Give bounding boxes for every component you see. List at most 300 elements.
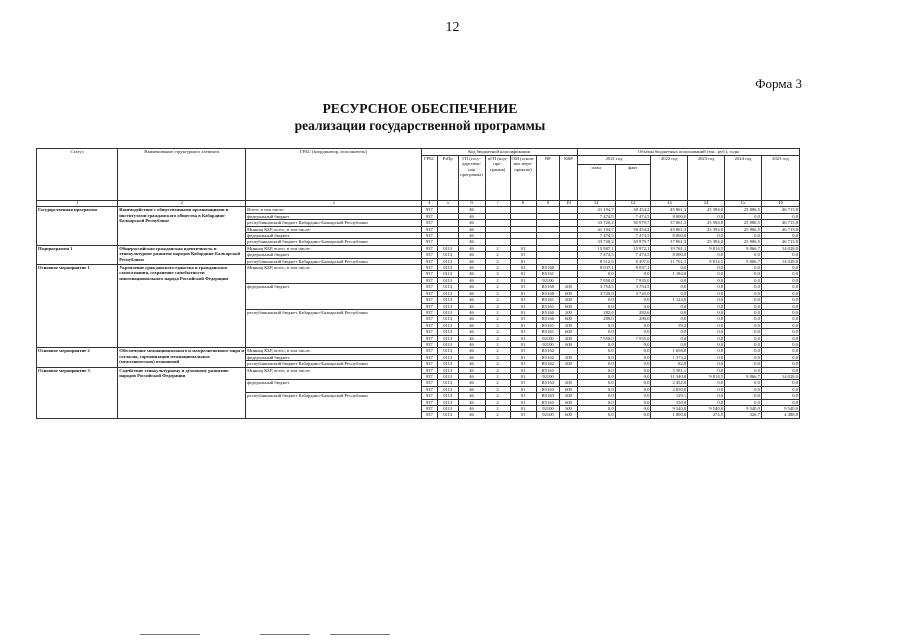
code-cell: 0113 bbox=[437, 258, 458, 264]
amount-cell: 2 850,0 bbox=[651, 386, 688, 392]
status-cell: Основное мероприятие 3 bbox=[37, 367, 118, 418]
code-cell: 600 bbox=[560, 316, 577, 322]
amount-cell: 7 935,0 bbox=[615, 277, 651, 283]
amount-cell: 0,0 bbox=[761, 335, 799, 341]
amount-cell: 0,0 bbox=[651, 277, 688, 283]
code-cell: 46 bbox=[458, 386, 485, 392]
amount-cell: 0,0 bbox=[688, 284, 725, 290]
code-cell: 0113 bbox=[437, 309, 458, 315]
table-body bbox=[37, 207, 800, 418]
amount-cell: 37 861,3 bbox=[651, 220, 688, 226]
amount-cell: 0,0 bbox=[761, 341, 799, 347]
amount-cell: 0,0 bbox=[725, 380, 762, 386]
grbs-cell: федеральный бюджет bbox=[246, 213, 422, 219]
amount-cell: 0,0 bbox=[615, 393, 651, 399]
amount-cell: 0,0 bbox=[651, 335, 688, 341]
status-cell: Основное мероприятие 2 bbox=[37, 348, 118, 367]
code-cell: 46 bbox=[458, 213, 485, 219]
amount-cell: 25 806,5 bbox=[725, 220, 762, 226]
code-cell: 937 bbox=[421, 265, 437, 271]
amount-cell: 0,0 bbox=[688, 341, 725, 347]
code-cell: 200 bbox=[560, 309, 577, 315]
code-cell: 600 bbox=[560, 290, 577, 296]
amount-cell: 14 028,0 bbox=[761, 258, 799, 264]
amount-cell: 9 866,7 bbox=[725, 245, 762, 251]
amount-cell: 0,0 bbox=[761, 367, 799, 373]
code-cell: 937 bbox=[421, 297, 437, 303]
code-cell: 937 bbox=[421, 406, 437, 412]
amount-cell: 14 028,0 bbox=[761, 373, 799, 379]
code-cell: 2 bbox=[485, 367, 510, 373]
code-cell: 2 bbox=[485, 335, 510, 341]
amount-cell: 0,0 bbox=[725, 271, 762, 277]
code-cell: 0113 bbox=[437, 265, 458, 271]
amount-cell: 9 866,7 bbox=[725, 258, 762, 264]
amount-cell: 0,0 bbox=[725, 252, 762, 258]
amount-cell: 0,0 bbox=[577, 399, 615, 405]
code-cell: 300 bbox=[560, 406, 577, 412]
code-cell: 01 bbox=[510, 335, 536, 341]
code-cell: 0113 bbox=[437, 373, 458, 379]
amount-cell: 0,0 bbox=[761, 361, 799, 367]
code-cell: 46 bbox=[458, 303, 485, 309]
amount-cell: 0,0 bbox=[615, 380, 651, 386]
code-cell: 937 bbox=[421, 239, 437, 245]
amount-cell: 0,0 bbox=[761, 290, 799, 296]
code-cell: 46 bbox=[458, 220, 485, 226]
code-cell: R5163 bbox=[536, 380, 560, 386]
code-cell: 2 bbox=[485, 290, 510, 296]
code-cell: 46 bbox=[458, 341, 485, 347]
amount-cell: 0,0 bbox=[725, 341, 762, 347]
amount-cell: 8 497,6 bbox=[615, 258, 651, 264]
code-cell: R5161 bbox=[536, 322, 560, 328]
code-cell: 01 bbox=[510, 245, 536, 251]
code-cell: 0113 bbox=[437, 399, 458, 405]
amount-cell: 0,0 bbox=[761, 303, 799, 309]
column-number: 12 bbox=[615, 201, 651, 207]
amount-cell: 25 806,5 bbox=[725, 226, 762, 232]
code-cell: R5162 bbox=[536, 348, 560, 354]
status-cell: Государственная программа bbox=[37, 207, 118, 245]
column-number: 14 bbox=[688, 201, 725, 207]
header-plan: план bbox=[577, 165, 615, 201]
column-number: 13 bbox=[651, 201, 688, 207]
amount-cell: 0,0 bbox=[651, 265, 688, 271]
code-cell: 200 bbox=[560, 361, 577, 367]
code-cell: 937 bbox=[421, 290, 437, 296]
status-cell: Основное мероприятие 1 bbox=[37, 265, 118, 348]
code-cell: 2 bbox=[485, 297, 510, 303]
status-cell: Подпрограмма 1 bbox=[37, 245, 118, 264]
amount-cell: 0,0 bbox=[761, 277, 799, 283]
grbs-cell: республиканский бюджет Кабардино-Балкарской Республики bbox=[246, 239, 422, 245]
amount-cell: 0,0 bbox=[615, 322, 651, 328]
element-name-cell: Обеспечение межнационального и межрелигиозного мира и согласия, гармонизация межнациональных (межэтнических) отношений bbox=[118, 348, 246, 367]
amount-cell: 0,0 bbox=[688, 316, 725, 322]
amount-cell: 38 454,2 bbox=[615, 226, 651, 232]
amount-cell: 46 713,8 bbox=[761, 207, 799, 213]
header-kbk: Код бюджетной классификации bbox=[421, 149, 577, 156]
amount-cell: 1 656,0 bbox=[651, 348, 688, 354]
code-cell: 01 bbox=[510, 316, 536, 322]
code-cell: R5160 bbox=[536, 290, 560, 296]
amount-cell: 1 800,0 bbox=[651, 412, 688, 418]
amount-cell: 0,0 bbox=[688, 290, 725, 296]
code-cell: 2 bbox=[485, 303, 510, 309]
amount-cell: 0,0 bbox=[761, 322, 799, 328]
amount-cell: 0,0 bbox=[577, 354, 615, 360]
amount-cell: 0,0 bbox=[688, 380, 725, 386]
code-cell: 01 bbox=[510, 271, 536, 277]
element-name-cell: Общероссийская гражданская идентичность и этнокультурное развитие народов Кабардино-Балкарской Республики bbox=[118, 245, 246, 264]
header-grbs-code: ГРБС bbox=[421, 156, 437, 201]
code-cell: 937 bbox=[421, 373, 437, 379]
code-cell: 01 bbox=[510, 277, 536, 283]
amount-cell: 8 512,6 bbox=[577, 258, 615, 264]
amount-cell: 0,0 bbox=[577, 361, 615, 367]
code-cell: 937 bbox=[421, 335, 437, 341]
code-cell: 46 bbox=[458, 380, 485, 386]
amount-cell: 0,0 bbox=[761, 354, 799, 360]
amount-cell: 41 194,7 bbox=[577, 207, 615, 213]
code-cell: 46 bbox=[458, 367, 485, 373]
amount-cell: 0,0 bbox=[615, 303, 651, 309]
amount-cell: 0,0 bbox=[688, 213, 725, 219]
code-cell: 937 bbox=[421, 277, 437, 283]
amount-cell: 0,0 bbox=[725, 367, 762, 373]
code-cell: 01 bbox=[510, 412, 536, 418]
amount-cell: 14 028,0 bbox=[761, 245, 799, 251]
code-cell: 937 bbox=[421, 361, 437, 367]
amount-cell: 15 987,1 bbox=[577, 245, 615, 251]
amount-cell: 4 488,0 bbox=[761, 412, 799, 418]
amount-cell: 0,0 bbox=[725, 354, 762, 360]
header-grbs: ГРБС (координатор, исполнитель) bbox=[246, 149, 422, 201]
code-cell: 92100 bbox=[536, 373, 560, 379]
code-cell: 92100 bbox=[536, 341, 560, 347]
code-cell: 2 bbox=[485, 341, 510, 347]
amount-cell: 3 720,0 bbox=[615, 290, 651, 296]
code-cell: 46 bbox=[458, 265, 485, 271]
amount-cell: 0,0 bbox=[725, 399, 762, 405]
signature-line-right bbox=[330, 634, 390, 635]
amount-cell: 0,0 bbox=[761, 252, 799, 258]
code-cell: 200 bbox=[560, 284, 577, 290]
amount-cell: 7 950,0 bbox=[577, 335, 615, 341]
amount-cell: 0,0 bbox=[651, 341, 688, 347]
amount-cell: 129,1 bbox=[651, 393, 688, 399]
amount-cell: 0,0 bbox=[651, 309, 688, 315]
amount-cell: 37 861,3 bbox=[651, 239, 688, 245]
amount-cell: 0,0 bbox=[725, 386, 762, 392]
code-cell: 937 bbox=[421, 348, 437, 354]
code-cell: 92100 bbox=[536, 412, 560, 418]
amount-cell: 0,0 bbox=[577, 303, 615, 309]
header-element-name: Наименование структурного элемента bbox=[118, 149, 246, 201]
amount-cell: 280,0 bbox=[577, 316, 615, 322]
code-cell: 0113 bbox=[437, 380, 458, 386]
code-cell: 937 bbox=[421, 207, 437, 213]
code-cell: 2 bbox=[485, 271, 510, 277]
code-cell: 2 bbox=[485, 354, 510, 360]
amount-cell: 7 474,5 bbox=[577, 213, 615, 219]
grbs-cell: Миннац КБР, всего, в том числе: bbox=[246, 348, 422, 354]
grbs-cell: федеральный бюджет bbox=[246, 284, 422, 310]
amount-cell: 0,0 bbox=[577, 297, 615, 303]
amount-cell: 0,0 bbox=[725, 309, 762, 315]
code-cell: 200 bbox=[560, 354, 577, 360]
amount-cell: 25 394,0 bbox=[688, 226, 725, 232]
amount-cell: 0,0 bbox=[761, 271, 799, 277]
code-cell: 46 bbox=[458, 322, 485, 328]
code-cell: 937 bbox=[421, 354, 437, 360]
amount-cell: 7 935,0 bbox=[615, 335, 651, 341]
grbs-cell: федеральный бюджет bbox=[246, 233, 422, 239]
code-cell: 600 bbox=[560, 386, 577, 392]
code-cell: 0113 bbox=[437, 367, 458, 373]
code-cell: 2 bbox=[485, 373, 510, 379]
code-cell: 46 bbox=[458, 258, 485, 264]
amount-cell: 0,0 bbox=[761, 213, 799, 219]
code-cell: R5161 bbox=[536, 271, 560, 277]
code-cell: 46 bbox=[458, 348, 485, 354]
code-cell: 46 bbox=[458, 297, 485, 303]
amount-cell: 1 184,0 bbox=[651, 271, 688, 277]
document-title bbox=[0, 100, 840, 134]
amount-cell: 33 720,2 bbox=[577, 220, 615, 226]
code-cell: 01 bbox=[510, 309, 536, 315]
code-cell: 0113 bbox=[437, 348, 458, 354]
code-cell: 200 bbox=[560, 393, 577, 399]
grbs-cell: Миннац КБР, всего, в том числе: bbox=[246, 265, 422, 284]
amount-cell: 0,0 bbox=[761, 316, 799, 322]
amount-cell: 0,0 bbox=[577, 393, 615, 399]
amount-cell: 0,0 bbox=[651, 284, 688, 290]
code-cell: 2 bbox=[485, 361, 510, 367]
code-cell: 46 bbox=[458, 406, 485, 412]
element-name-cell: Содействие этнокультурному и духовному развитию народов Российской Федерации bbox=[118, 367, 246, 418]
header-2021: 2021 год bbox=[577, 156, 651, 165]
amount-cell: 46 713,8 bbox=[761, 239, 799, 245]
amount-cell: 0,0 bbox=[761, 380, 799, 386]
amount-cell: 0,0 bbox=[725, 316, 762, 322]
code-cell: 937 bbox=[421, 399, 437, 405]
header-rzpr: РзПр bbox=[437, 156, 458, 201]
amount-cell: 0,0 bbox=[615, 329, 651, 335]
amount-cell: 11 340,0 bbox=[651, 373, 688, 379]
signature-line-middle bbox=[260, 634, 310, 635]
code-cell: 2 bbox=[485, 265, 510, 271]
code-cell: 200 bbox=[560, 322, 577, 328]
code-cell: R5162 bbox=[536, 354, 560, 360]
header-2024: 2024 год bbox=[725, 156, 762, 201]
grbs-cell: федеральный бюджет bbox=[246, 354, 422, 360]
code-cell: 01 bbox=[510, 399, 536, 405]
code-cell: R5163 bbox=[536, 399, 560, 405]
title-line-1: РЕСУРСНОЕ ОБЕСПЕЧЕНИЕ bbox=[322, 101, 518, 116]
code-cell: 200 bbox=[560, 297, 577, 303]
code-cell: 01 bbox=[510, 303, 536, 309]
code-cell: R5161 bbox=[536, 297, 560, 303]
amount-cell: 45 861,3 bbox=[651, 226, 688, 232]
code-cell: 0113 bbox=[437, 252, 458, 258]
column-number: 1 bbox=[37, 201, 118, 207]
code-cell: 937 bbox=[421, 226, 437, 232]
amount-cell: 11 761,1 bbox=[651, 258, 688, 264]
amount-cell: 8 000,0 bbox=[651, 252, 688, 258]
amount-cell: 0,0 bbox=[725, 213, 762, 219]
grbs-cell: республиканский бюджет Кабардино-Балкарской Республики bbox=[246, 258, 422, 264]
code-cell: 937 bbox=[421, 367, 437, 373]
code-cell: R5160 bbox=[536, 309, 560, 315]
code-cell: 937 bbox=[421, 271, 437, 277]
code-cell: 2 bbox=[485, 412, 510, 418]
code-cell: 0113 bbox=[437, 245, 458, 251]
code-cell: 46 bbox=[458, 393, 485, 399]
amount-cell: 7 474,5 bbox=[615, 213, 651, 219]
amount-cell: 0,0 bbox=[761, 309, 799, 315]
amount-cell: 2 452,0 bbox=[651, 380, 688, 386]
code-cell: 46 bbox=[458, 361, 485, 367]
column-number: 11 bbox=[577, 201, 615, 207]
code-cell: 46 bbox=[458, 226, 485, 232]
code-cell: 2 bbox=[485, 322, 510, 328]
code-cell: 2 bbox=[485, 277, 510, 283]
code-cell: 2 bbox=[485, 329, 510, 335]
code-cell: 937 bbox=[421, 380, 437, 386]
code-cell: R5162 bbox=[536, 361, 560, 367]
amount-cell: 0,0 bbox=[688, 335, 725, 341]
code-cell: 0113 bbox=[437, 322, 458, 328]
amount-cell: 46 713,8 bbox=[761, 220, 799, 226]
amount-cell: 8 037,1 bbox=[577, 265, 615, 271]
code-cell: 92100 bbox=[536, 406, 560, 412]
code-cell: 0113 bbox=[437, 335, 458, 341]
code-cell: 2 bbox=[485, 386, 510, 392]
amount-cell: 82,8 bbox=[651, 361, 688, 367]
code-cell: 46 bbox=[458, 284, 485, 290]
code-cell: 937 bbox=[421, 412, 437, 418]
amount-cell: 30 979,7 bbox=[615, 220, 651, 226]
code-cell: 46 bbox=[458, 329, 485, 335]
code-cell: 46 bbox=[458, 239, 485, 245]
header-gp: ГП (госу-дарствен-ная программа) bbox=[458, 156, 485, 201]
code-cell: 0113 bbox=[437, 386, 458, 392]
grbs-cell: республиканский бюджет Кабардино-Балкарской Республики bbox=[246, 393, 422, 419]
code-cell: 0113 bbox=[437, 297, 458, 303]
amount-cell: 25 394,0 bbox=[688, 220, 725, 226]
code-cell: 46 bbox=[458, 290, 485, 296]
amount-cell: 9 814,5 bbox=[688, 258, 725, 264]
amount-cell: 33 720,2 bbox=[577, 239, 615, 245]
code-cell: 92100 bbox=[536, 277, 560, 283]
header-2023: 2023 год bbox=[688, 156, 725, 201]
amount-cell: 282,6 bbox=[615, 309, 651, 315]
header-kvr: КВР bbox=[560, 156, 577, 201]
amount-cell: 9 540,0 bbox=[761, 406, 799, 412]
amount-cell: 8 000,0 bbox=[651, 213, 688, 219]
amount-cell: 0,0 bbox=[688, 386, 725, 392]
amount-cell: 8 000,0 bbox=[651, 233, 688, 239]
code-cell: 46 bbox=[458, 412, 485, 418]
code-cell: 2 bbox=[485, 406, 510, 412]
code-cell: 01 bbox=[510, 348, 536, 354]
amount-cell: 326,7 bbox=[725, 412, 762, 418]
amount-cell: 0,0 bbox=[688, 354, 725, 360]
column-number: 4 bbox=[421, 201, 437, 207]
code-cell: 46 bbox=[458, 233, 485, 239]
code-cell: 937 bbox=[421, 233, 437, 239]
amount-cell: 25 806,5 bbox=[725, 239, 762, 245]
grbs-cell: Миннац КБР, всего, в том числе: bbox=[246, 367, 422, 380]
amount-cell: 0,0 bbox=[615, 399, 651, 405]
amount-cell: 0,0 bbox=[577, 380, 615, 386]
amount-cell: 0,0 bbox=[577, 373, 615, 379]
amount-cell: 0,0 bbox=[688, 233, 725, 239]
column-number: 16 bbox=[761, 201, 799, 207]
header-volume: Объемы бюджетных ассигнований (тыс. руб.), годы bbox=[577, 149, 799, 156]
header-pgp: пГП (под-про-грамма) bbox=[485, 156, 510, 201]
code-cell: 01 bbox=[510, 393, 536, 399]
code-cell: 46 bbox=[458, 335, 485, 341]
amount-cell: 0,0 bbox=[577, 386, 615, 392]
code-cell: 0113 bbox=[437, 341, 458, 347]
amount-cell: 3 720,0 bbox=[577, 290, 615, 296]
code-cell: 46 bbox=[458, 245, 485, 251]
code-cell: 937 bbox=[421, 316, 437, 322]
code-cell: 0113 bbox=[437, 393, 458, 399]
amount-cell: 7 474,5 bbox=[577, 233, 615, 239]
amount-cell: 0,0 bbox=[651, 303, 688, 309]
amount-cell: 0,0 bbox=[761, 329, 799, 335]
column-number: 8 bbox=[510, 201, 536, 207]
amount-cell: 0,0 bbox=[725, 277, 762, 283]
grbs-cell: Миннац КБР, всего, в том числе: bbox=[246, 226, 422, 232]
code-cell: 200 bbox=[560, 380, 577, 386]
column-number: 6 bbox=[458, 201, 485, 207]
code-cell: 937 bbox=[421, 322, 437, 328]
code-cell: 2 bbox=[485, 284, 510, 290]
amount-cell: 0,0 bbox=[725, 393, 762, 399]
amount-cell: 7 474,5 bbox=[577, 252, 615, 258]
code-cell: 937 bbox=[421, 245, 437, 251]
code-cell: 600 bbox=[560, 303, 577, 309]
column-number: 5 bbox=[437, 201, 458, 207]
amount-cell: 0,0 bbox=[725, 233, 762, 239]
header-om: ОМ (основ-ное меро-приятие) bbox=[510, 156, 536, 201]
code-cell: 01 bbox=[510, 373, 536, 379]
amount-cell: 59,2 bbox=[651, 322, 688, 328]
code-cell: 01 bbox=[510, 367, 536, 373]
amount-cell: 0,0 bbox=[725, 265, 762, 271]
code-cell: 2 bbox=[485, 399, 510, 405]
code-cell: 01 bbox=[510, 354, 536, 360]
amount-cell: 30 979,7 bbox=[615, 239, 651, 245]
code-cell: 937 bbox=[421, 393, 437, 399]
code-cell: 2 bbox=[485, 348, 510, 354]
code-cell: 46 bbox=[458, 316, 485, 322]
amount-cell: 0,0 bbox=[688, 265, 725, 271]
amount-cell: 0,0 bbox=[688, 322, 725, 328]
column-number: 9 bbox=[536, 201, 560, 207]
grbs-cell: Всего, в том числе: bbox=[246, 207, 422, 213]
code-cell: R5161 bbox=[536, 303, 560, 309]
amount-cell: 0,0 bbox=[761, 233, 799, 239]
code-cell: R5163 bbox=[536, 367, 560, 373]
code-cell: 01 bbox=[510, 252, 536, 258]
page-number: 12 bbox=[445, 20, 460, 35]
